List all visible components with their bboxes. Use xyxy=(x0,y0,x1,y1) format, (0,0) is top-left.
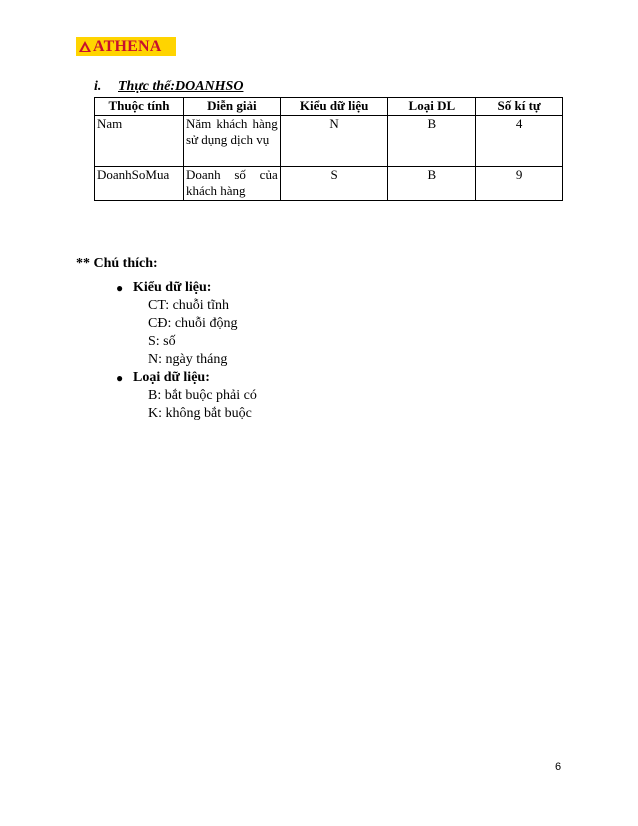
athena-logo xyxy=(76,37,176,56)
legend-heading-row xyxy=(116,279,257,297)
section-heading xyxy=(94,79,243,95)
list-item: B: bắt buộc phải có xyxy=(148,388,257,403)
table-cell: 9 xyxy=(476,166,563,200)
notes-title: ** Chú thích: xyxy=(76,256,158,271)
list-item: S: số xyxy=(148,334,176,349)
section-title: Thực thể:DOANHSO xyxy=(118,79,244,94)
attribute-table xyxy=(94,97,563,201)
list-item: CT: chuỗi tĩnh xyxy=(148,298,229,313)
table-cell: 4 xyxy=(476,115,563,166)
table-header-row xyxy=(95,98,563,116)
legend-heading: Loại dữ liệu: xyxy=(133,370,210,385)
list-item: CĐ: chuỗi động xyxy=(148,316,238,331)
table-cell: Doanh số của khách hàng xyxy=(183,166,280,200)
list-item: K: không bắt buộc xyxy=(148,406,252,421)
legend-group xyxy=(116,279,257,369)
header-cell: Thuộc tính xyxy=(95,98,184,116)
bullet-icon: ● xyxy=(116,280,124,295)
header-cell: Diễn giải xyxy=(183,98,280,116)
table-cell: N xyxy=(280,115,388,166)
table-cell: DoanhSoMua xyxy=(95,166,184,200)
header-cell: Số kí tự xyxy=(476,98,563,116)
table-cell: B xyxy=(388,115,476,166)
legend-heading-row xyxy=(116,369,257,387)
table-row xyxy=(95,115,563,166)
brand-name: ATHENA xyxy=(93,38,162,55)
header-cell: Kiểu dữ liệu xyxy=(280,98,388,116)
page-number: 6 xyxy=(555,761,562,773)
table-cell: B xyxy=(388,166,476,200)
table-cell: S xyxy=(280,166,388,200)
legend-heading: Kiểu dữ liệu: xyxy=(133,280,212,295)
legend-group xyxy=(116,369,257,423)
table-cell: Nam xyxy=(95,115,184,166)
list-item: N: ngày tháng xyxy=(148,352,228,367)
table-row xyxy=(95,166,563,200)
athena-emblem-icon xyxy=(78,40,92,53)
table-cell: Năm khách hàng sử dụng dịch vụ xyxy=(183,115,280,166)
header-cell: Loại DL xyxy=(388,98,476,116)
section-number: i. xyxy=(94,79,102,94)
bullet-icon: ● xyxy=(116,370,124,385)
legend xyxy=(116,279,257,423)
